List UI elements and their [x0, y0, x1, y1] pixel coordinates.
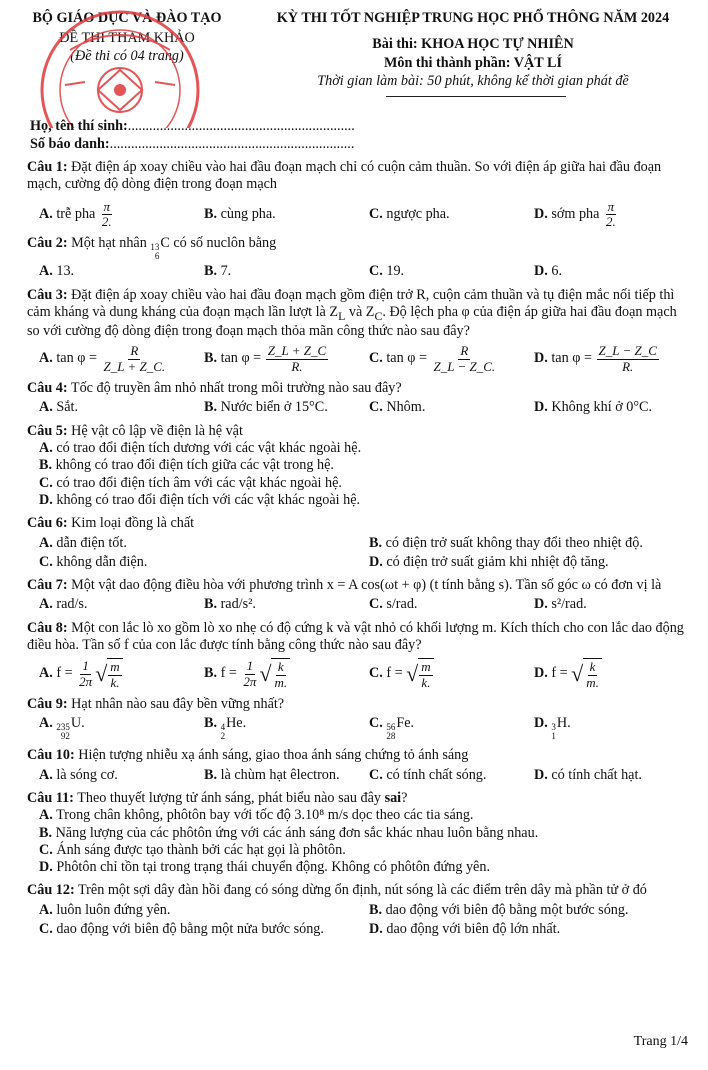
question-8: Câu 8: Một con lắc lò xo gồm lò xo nhẹ có độ cứng k và vật nhỏ có khối lượng m. Kích thích cho con lắc dao động điều hòa. Tần số f của con lắc được tính bằng công thức nào sau đây? A. f = $\frac{1}{2\pi}$ √ $\frac{m}{k.}$ B. f = $\frac{1}{2\pi}$ √ $\frac{k}{m.}$ C. f = √ $\frac{m}{k.}$ D. f = √ $\frac{k}{m.}$ — [27, 620, 687, 690]
option-c: C. dao động với biên độ bằng một nửa bước sóng. — [39, 921, 324, 938]
page-number: Trang 1/4 — [633, 1033, 688, 1049]
option-d: D. f = √ $\frac{k}{m.}$ — [522, 658, 687, 690]
candidate-id-blank: ..................................................................... — [109, 136, 355, 152]
option-b: B. dao động với biên độ bằng một bước sóng. — [369, 901, 629, 918]
candidate-info — [30, 118, 430, 154]
option-c: C. 56 28 Fe. — [369, 715, 415, 742]
option-c: C. f = √ $\frac{m}{k.}$ — [357, 658, 522, 690]
option-a: A. trễ pha $\frac{\pi}{2.}$ — [39, 198, 112, 229]
candidate-name-blank: ................................................................ — [127, 118, 355, 134]
option-b: B. rad/s². — [204, 596, 256, 613]
question-text: Đặt điện áp xoay chiều vào hai đầu đoạn mạch chỉ có cuộn cảm thuần. So với điện áp giữa hai đầu đoạn mạch, cường độ dòng điện trong đoạn mạch — [27, 159, 662, 193]
subject-name: Môn thi thành phần: VẬT LÍ — [383, 55, 563, 71]
ministry-name: BỘ GIÁO DỤC VÀ ĐÀO TẠO — [32, 10, 222, 26]
option-d: D. không có trao đổi điện tích với các vật khác ngoài hệ. — [39, 491, 361, 508]
option-a: A. 13. — [39, 263, 75, 280]
option-b: B. có điện trở suất không thay đổi theo nhiệt độ. — [369, 534, 643, 551]
option-d: D. có tính chất hạt. — [534, 766, 642, 783]
question-6: Câu 6: Kim loại đồng là chất A. dẫn điện tốt. B. có điện trở suất không thay đổi theo nhiệt độ. C. không dẫn điện. D. có điện trở suất giảm khi nhiệt độ tăng. — [27, 515, 687, 571]
duration-note: Thời gian làm bài: 50 phút, không kể thời gian phát đề — [317, 73, 629, 89]
option-c: C. có tính chất sóng. — [369, 766, 487, 783]
option-c: C. tan φ = $\frac{R}{Z\_L - Z\_C.}$ — [369, 343, 496, 374]
option-c: C. có trao đổi điện tích âm với các vật khác ngoài hệ. — [39, 474, 342, 491]
question-4: Câu 4: Tốc độ truyền âm nhỏ nhất trong môi trường nào sau đây? A. Sắt. B. Nước biển ở 15°C. C. Nhôm. D. Không khí ở 0°C. — [27, 380, 687, 417]
option-b: B. f = $\frac{1}{2\pi}$ √ $\frac{k}{m.}$ — [192, 658, 357, 690]
exam-title: KỲ THI TỐT NGHIỆP TRUNG HỌC PHỔ THÔNG NĂM 2024 — [276, 10, 670, 26]
question-11: Câu 11: Theo thuyết lượng tử ánh sáng, phát biểu nào sau đây sai? A. Trong chân không, phôtôn bay với tốc độ 3.10⁸ m/s dọc theo các tia sáng. B. Năng lượng của các phôtôn ứng với các ánh sáng đơn sắc khác nhau luôn bằng nhau. C. Ánh sáng được tạo thành bởi các hạt gọi là phôtôn. D. Phôtôn chỉ tồn tại trong trạng thái chuyển động. Không có phôtôn đứng yên. — [27, 790, 687, 877]
option-d: D. s²/rad. — [534, 596, 587, 613]
question-5: Câu 5: Hệ vật cô lập về điện là hệ vật A. có trao đổi điện tích dương với các vật khác ngoài hệ. B. không có trao đổi điện tích giữa các vật trong hệ. C. có trao đổi điện tích âm với các vật khác ngoài hệ. D. không có trao đổi điện tích với các vật khác ngoài hệ. — [27, 423, 687, 510]
question-label: Câu 1: — [27, 159, 68, 175]
option-b: B. 7. — [204, 263, 232, 280]
question-7: Câu 7: Một vật dao động điều hòa với phương trình x = A cos(ωt + φ) (t tính bằng s). Tần số góc ω có đơn vị là A. rad/s. B. rad/s². C. s/rad. D. s²/rad. — [27, 577, 687, 614]
official-stamp-seal — [40, 10, 200, 128]
option-a: A. rad/s. — [39, 596, 88, 613]
header-rule — [386, 96, 566, 97]
exam-type: ĐỀ THI THAM KHẢO — [59, 30, 195, 46]
option-b: B. cùng pha. — [204, 205, 276, 222]
option-a: A. luôn luôn đứng yên. — [39, 901, 171, 918]
option-c: C. s/rad. — [369, 596, 418, 613]
question-1 — [27, 159, 687, 229]
option-a: A. dẫn điện tốt. — [39, 534, 127, 551]
option-d: D. dao động với biên độ lớn nhất. — [369, 921, 561, 938]
option-c: C. Ánh sáng được tạo thành bởi các hạt gọi là phôtôn. — [39, 841, 346, 858]
option-a: A. 235 92 U. — [39, 715, 85, 742]
option-b: B. là chùm hạt êlectron. — [204, 766, 340, 783]
option-b: B. Năng lượng của các phôtôn ứng với các ánh sáng đơn sắc khác nhau luôn bằng nhau. — [39, 824, 539, 841]
option-c: C. ngược pha. — [369, 205, 450, 222]
option-a: A. Trong chân không, phôtôn bay với tốc độ 3.10⁸ m/s dọc theo các tia sáng. — [39, 807, 474, 824]
question-3: Câu 3: Đặt điện áp xoay chiều vào hai đầu đoạn mạch gồm điện trở R, cuộn cảm thuần và tụ điện mắc nối tiếp thì cảm kháng và dung kháng của đoạn mạch lần lượt là $Z_L$ và $Z_C$. Độ lệch pha φ của điện áp giữa hai đầu đoạn mạch so với cường độ dòng điện trong đoạn mạch thỏa mãn công thức nào sau đây? A. tan φ = $\frac{R}{Z\_L + Z\_C.}$ B. tan φ = $\frac{Z\_L + Z\_C}{R.}$ C. tan φ = $\frac{R}{Z\_L - Z\_C.}$ D. tan φ = $\frac{Z\_L - Z\_C}{R.}$ — [27, 287, 687, 374]
option-d: D. tan φ = $\frac{Z\_L - Z\_C}{R.}$ — [534, 343, 657, 374]
option-b: B. 4 2 He. — [204, 715, 247, 742]
option-b: B. Nước biển ở 15°C. — [204, 399, 328, 416]
option-c: C. Nhôm. — [369, 399, 426, 416]
option-d: D. có điện trở suất giảm khi nhiệt độ tăng. — [369, 553, 609, 570]
candidate-id-label: Số báo danh: — [30, 136, 110, 152]
option-c: C. không dẫn điện. — [39, 553, 148, 570]
option-a: A. có trao đổi điện tích dương với các vật khác ngoài hệ. — [39, 439, 362, 456]
pages-note: (Đề thi có 04 trang) — [70, 48, 184, 64]
option-a: A. là sóng cơ. — [39, 766, 118, 783]
question-10: Câu 10: Hiện tượng nhiễu xạ ánh sáng, giao thoa ánh sáng chứng tỏ ánh sáng A. là sóng cơ. B. là chùm hạt êlectron. C. có tính chất sóng. D. có tính chất hạt. — [27, 747, 687, 784]
option-b: B. tan φ = $\frac{Z\_L + Z\_C}{R.}$ — [204, 343, 327, 374]
option-d: D. 3 1 H. — [534, 715, 571, 742]
option-a: A. f = $\frac{1}{2\pi}$ √ $\frac{m}{k.}$ — [27, 658, 192, 690]
option-a: A. tan φ = $\frac{R}{Z\_L + Z\_C.}$ — [39, 343, 166, 374]
option-c: C. 19. — [369, 263, 405, 280]
subject-group: Bài thi: KHOA HỌC TỰ NHIÊN — [372, 36, 574, 52]
option-d: D. Không khí ở 0°C. — [534, 399, 653, 416]
option-d: D. Phôtôn chỉ tồn tại trong trạng thái chuyển động. Không có phôtôn đứng yên. — [39, 859, 490, 876]
question-9: Câu 9: Hạt nhân nào sau đây bền vững nhất? A. 235 92 U. B. 4 2 He. C. 56 28 Fe. D. 3 1 H. — [27, 696, 687, 741]
question-2: Câu 2: Một hạt nhân 13 6 C có số nuclôn bằng A. 13. B. 7. C. 19. D. 6. — [27, 235, 687, 280]
question-12: Câu 12: Trên một sợi dây đàn hồi đang có sóng dừng ổn định, nút sóng là các điểm trên dây mà phần tử ở đó A. luôn luôn đứng yên. B. dao động với biên độ bằng một bước sóng. C. dao động với biên độ bằng một nửa bước sóng. D. dao động với biên độ lớn nhất. — [27, 882, 687, 938]
option-d: D. sớm pha $\frac{\pi}{2.}$ — [534, 198, 616, 229]
candidate-name-label: Họ, tên thí sinh: — [30, 118, 128, 134]
option-a: A. Sắt. — [39, 399, 79, 416]
option-d: D. 6. — [534, 263, 562, 280]
question-list — [27, 159, 687, 939]
option-b: B. không có trao đổi điện tích giữa các vật trong hệ. — [39, 457, 334, 474]
